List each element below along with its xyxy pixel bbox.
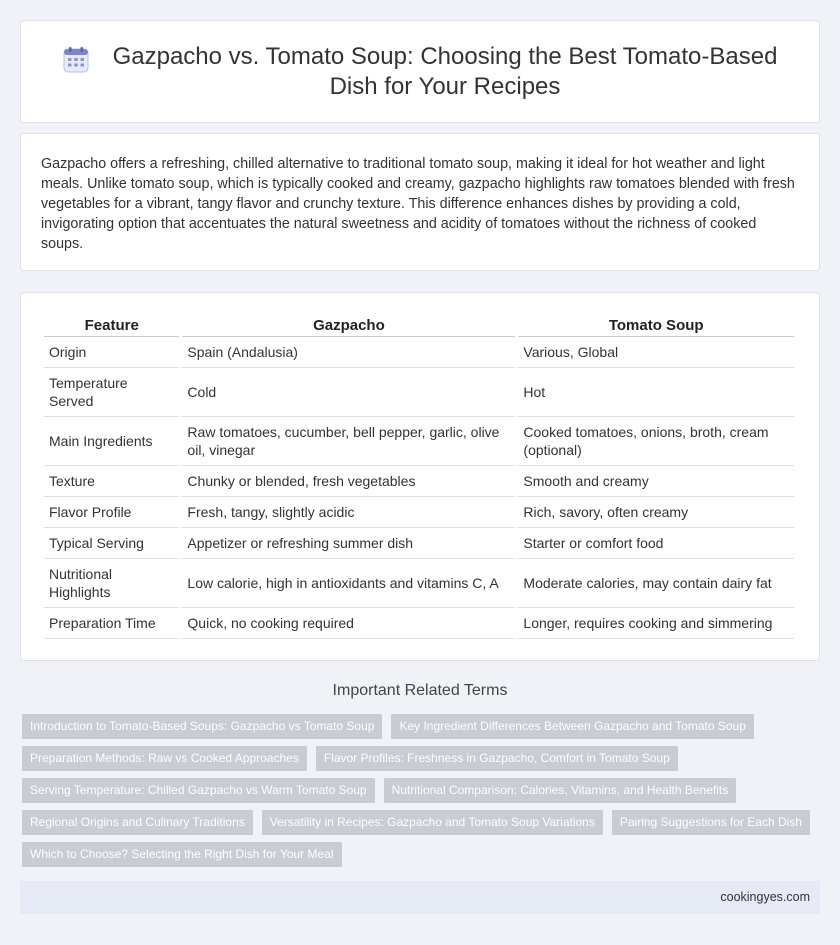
header-feature: Feature: [44, 313, 179, 337]
header-gazpacho: Gazpacho: [182, 313, 515, 337]
table-cell-gazpacho: Low calorie, high in antioxidants and vitamins C, A: [182, 559, 515, 608]
table-cell-feature: Main Ingredients: [44, 417, 179, 466]
header-tomato-soup: Tomato Soup: [518, 313, 794, 337]
related-term-tag[interactable]: Serving Temperature: Chilled Gazpacho vs Warm Tomato Soup: [22, 778, 375, 803]
footer-site-link[interactable]: cookingyes.com: [720, 890, 810, 904]
table-row: [44, 417, 794, 466]
comparison-table: [41, 313, 797, 639]
table-cell-tomato-soup: Hot: [518, 368, 794, 417]
table-cell-tomato-soup: Rich, savory, often creamy: [518, 497, 794, 528]
related-term-tag[interactable]: Preparation Methods: Raw vs Cooked Approaches: [22, 746, 307, 771]
table-cell-tomato-soup: Starter or comfort food: [518, 528, 794, 559]
table-cell-gazpacho: Fresh, tangy, slightly acidic: [182, 497, 515, 528]
table-cell-tomato-soup: Various, Global: [518, 337, 794, 368]
table-row: [44, 337, 794, 368]
related-term-tag[interactable]: Pairing Suggestions for Each Dish: [612, 810, 810, 835]
footer: [20, 881, 820, 914]
table-row: [44, 497, 794, 528]
related-term-tag[interactable]: Which to Choose? Selecting the Right Dish for Your Meal: [22, 842, 342, 867]
related-term-tag[interactable]: Flavor Profiles: Freshness in Gazpacho, Comfort in Tomato Soup: [316, 746, 678, 771]
table-row: [44, 608, 794, 639]
calendar-grid-icon: [61, 45, 91, 75]
table-cell-gazpacho: Chunky or blended, fresh vegetables: [182, 466, 515, 497]
table-cell-feature: Flavor Profile: [44, 497, 179, 528]
comparison-card: [20, 292, 820, 661]
table-cell-tomato-soup: Smooth and creamy: [518, 466, 794, 497]
table-cell-feature: Texture: [44, 466, 179, 497]
table-row: [44, 528, 794, 559]
table-header-row: [44, 313, 794, 337]
page-title: Gazpacho vs. Tomato Soup: Choosing the Best Tomato-Based Dish for Your Recipes: [112, 42, 778, 100]
table-cell-feature: Temperature Served: [44, 368, 179, 417]
title-card: [20, 20, 820, 123]
table-cell-feature: Nutritional Highlights: [44, 559, 179, 608]
related-term-tag[interactable]: Key Ingredient Differences Between Gazpacho and Tomato Soup: [391, 714, 753, 739]
intro-paragraph: Gazpacho offers a refreshing, chilled alternative to traditional tomato soup, making it ideal for hot weather and light meals. Unlike tomato soup, which is typically cooked and creamy, gazpacho highlights raw tomatoes blended with fresh vegetables for a vibrant, tangy flavor and crunchy texture. This difference enhances dishes by providing a cold, invigorating option that accentuates the natural sweetness and acidity of tomatoes without the richness of cooked soups.: [41, 156, 795, 252]
table-row: [44, 466, 794, 497]
table-row: [44, 559, 794, 608]
table-cell-tomato-soup: Moderate calories, may contain dairy fat: [518, 559, 794, 608]
table-cell-gazpacho: Quick, no cooking required: [182, 608, 515, 639]
table-cell-gazpacho: Appetizer or refreshing summer dish: [182, 528, 515, 559]
related-terms-heading: Important Related Terms: [332, 682, 508, 699]
related-terms-list: [22, 714, 822, 874]
table-cell-gazpacho: Spain (Andalusia): [182, 337, 515, 368]
table-cell-tomato-soup: Longer, requires cooking and simmering: [518, 608, 794, 639]
intro-card: [20, 133, 820, 271]
table-cell-feature: Typical Serving: [44, 528, 179, 559]
table-row: [44, 368, 794, 417]
related-term-tag[interactable]: Regional Origins and Culinary Traditions: [22, 810, 253, 835]
table-cell-gazpacho: Raw tomatoes, cucumber, bell pepper, garlic, olive oil, vinegar: [182, 417, 515, 466]
table-cell-gazpacho: Cold: [182, 368, 515, 417]
related-term-tag[interactable]: Versatility in Recipes: Gazpacho and Tomato Soup Variations: [262, 810, 603, 835]
table-cell-tomato-soup: Cooked tomatoes, onions, broth, cream (optional): [518, 417, 794, 466]
related-term-tag[interactable]: Introduction to Tomato-Based Soups: Gazpacho vs Tomato Soup: [22, 714, 382, 739]
table-cell-feature: Origin: [44, 337, 179, 368]
related-term-tag[interactable]: Nutritional Comparison: Calories, Vitamins, and Health Benefits: [384, 778, 737, 803]
table-cell-feature: Preparation Time: [44, 608, 179, 639]
